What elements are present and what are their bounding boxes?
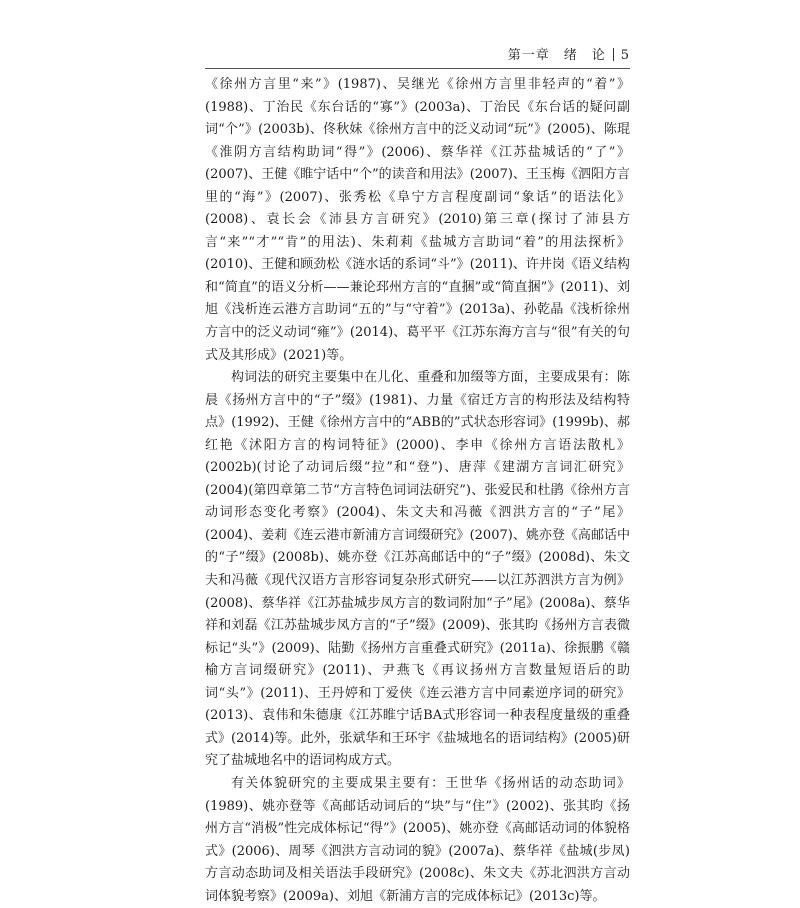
body-text (205, 74, 630, 908)
header-separator (613, 48, 614, 61)
paragraph-3: 有关体貌研究的主要成果主要有：王世华《扬州话的动态助词》(1989)、姚亦登等《高邮话动词后的“块”与“住”》(2002)、张其昀《扬州方言“消极”性完成体标记“得”》(2005)、姚亦登《高邮话动词的体貌格式》(2006)、周琴《泗洪方言动词的貌》(2007a)、蔡华祥《盐城(步凤)方言动态助词及相关语法手段研究》(2008c)、朱文夫《苏北泗洪方言动词体貌考察》(2009a)、刘旭《新浦方言的完成体标记》(2013c)等。 (205, 775, 630, 904)
header-rule (205, 68, 630, 69)
paragraph-1: 《徐州方言里“来”》(1987)、吴继光《徐州方言里非轻声的“着”》(1988)、丁治民《东台话的“寡”》(2003a)、丁治民《东台话的疑问副词“个”》(2003b)、佟秋妹《徐州方言中的泛义动词“玩”》(2005)、陈琨《淮阴方言结构助词“得”》(2006)、蔡华祥《江苏盐城话的“了”》(2007)、王健《睢宁话中“个”的读音和用法》(2007)、王玉梅《泗阳方言里的“海”》(2007)、张秀松《阜宁方言程度副词“象话”的语法化》(2008)、袁长会《沛县方言研究》(2010)第三章(探讨了沛县方言“来”“才”“肯”的用法)、朱莉莉《盐城方言助词“着”的用法探析》(2010)、王健和顾劲松《涟水话的系词“斗”》(2011)、许井岗《语义结构和“简直”的语义分析——兼论邳州方言的“直捆”或“简直捆”》(2011)、刘旭《浅析连云港方言助词“五的”与“守着”》(2013a)、孙乾晶《浅析徐州方言中的泛义动词“雍”》(2014)、葛平平《江苏东海方言与“很”有关的句式及其形成》(2021)等。 (205, 77, 630, 363)
paragraph-2: 构词法的研究主要集中在儿化、重叠和加缀等方面，主要成果有：陈晨《扬州方言中的“子”缀》(1981)、力量《宿迁方言的构形法及结构特点》(1992)、王健《徐州方言中的“ABB的”式状态形容词》(1999b)、郝红艳《沭阳方言的构词特征》(2000)、李申《徐州方言语法散札》(2002b)(讨论了动词后缀“拉”和“登”)、唐萍《建湖方言词汇研究》(2004)(第四章第二节“方言特色词词法研究”)、张爱民和杜鹃《徐州方言动词形态变化考察》(2004)、朱文夫和冯薇《泗洪方言的“子”尾》(2004)、姜莉《连云港市新浦方言词缀研究》(2007)、姚亦登《高邮话中的“子”缀》(2008b)、姚亦登《江苏高邮话中的“子”缀》(2008d)、朱文夫和冯薇《现代汉语方言形容词复杂形式研究——以江苏泗洪方言为例》(2008)、蔡华祥《江苏盐城步凤方言的数词附加“子”尾》(2008a)、蔡华祥和刘磊《江苏盐城步凤方言的“子”缀》(2009)、张其昀《扬州方言表微标记“头”》(2009)、陆勤《扬州方言重叠式研究》(2011a)、徐振鹏《赣榆方言词缀研究》(2011)、尹燕飞《再议扬州方言数量短语后的助词“头”》(2011)、王丹婷和丁爱侠《连云港方言中同素逆序词的研究》(2013)、袁伟和朱德康《江苏睢宁话BA式形容词一种表程度量级的重叠式》(2014)等。此外，张斌华和王环宇《盐城地名的语词结构》(2005)研究了盐城地名中的语词构成方式。 (205, 370, 630, 769)
page-number: 5 (620, 48, 630, 63)
running-head (508, 44, 630, 63)
chapter-title: 第一章 绪 论 (507, 48, 606, 63)
